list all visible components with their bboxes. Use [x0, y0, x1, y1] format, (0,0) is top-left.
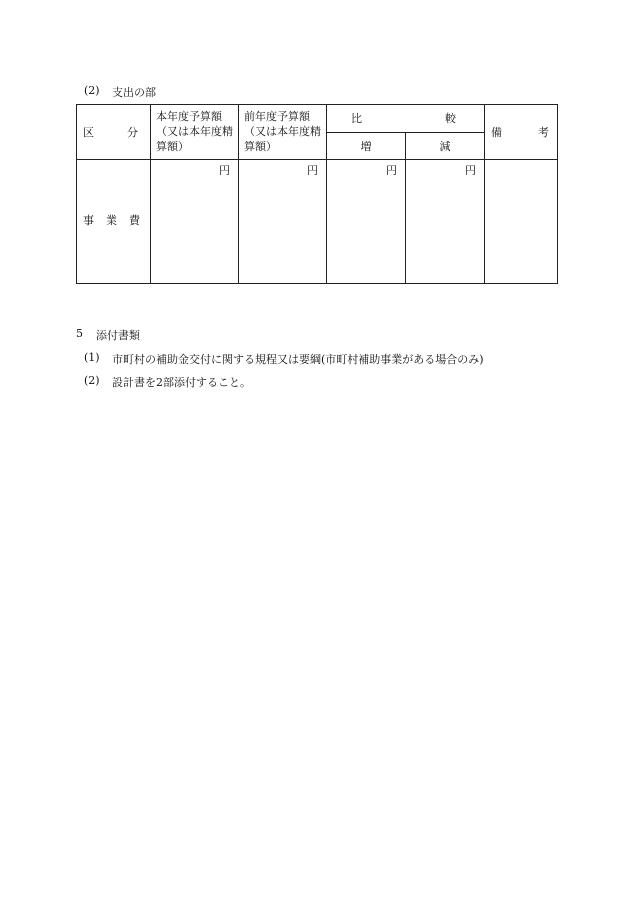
- section-2-number: (2): [84, 84, 100, 97]
- cell-gen: [406, 160, 485, 284]
- header-prev-year-budget: [239, 105, 327, 160]
- header-biko-1: 備: [491, 125, 502, 139]
- section-5-title: 添付書類: [96, 329, 140, 342]
- attachment-item-1-text: 市町村の補助金交付に関する規程又は要綱(市町村補助事業がある場合のみ): [112, 353, 484, 366]
- header-kubun-1: 区: [83, 125, 94, 139]
- header-this-year-text: 本年度予算額（又は本年度精算額）: [156, 110, 233, 153]
- row-label-2: 業: [106, 214, 117, 227]
- header-kubun: [77, 105, 151, 160]
- cell-zou: [327, 160, 406, 284]
- section-2-title: 支出の部: [112, 86, 156, 99]
- row-label-cell: [77, 160, 151, 284]
- header-biko: [485, 105, 558, 160]
- row-label-1: 事: [83, 214, 94, 227]
- header-this-year-budget: [151, 105, 239, 160]
- table-row-jigyohi: [77, 160, 558, 284]
- header-prev-year-text: 前年度予算額（又は本年度精算額）: [244, 110, 321, 153]
- table-header-row-1: [77, 105, 558, 133]
- cell-prev-year: [239, 160, 327, 284]
- unit-yen-zou: 円: [386, 164, 397, 177]
- unit-yen-prev: 円: [307, 164, 318, 177]
- header-kubun-2: 分: [127, 125, 138, 139]
- row-label-3: 費: [129, 214, 140, 227]
- header-hikaku-1: 比: [351, 112, 362, 125]
- unit-yen-gen: 円: [465, 164, 476, 177]
- cell-biko: [485, 160, 558, 284]
- header-hikaku: [327, 105, 485, 133]
- attachment-item-2-number: (2): [84, 374, 100, 387]
- attachment-item-1-number: (1): [84, 351, 100, 364]
- header-biko-2: 考: [538, 125, 549, 139]
- header-gen: 減: [406, 133, 485, 160]
- cell-this-year: [151, 160, 239, 284]
- attachment-item-2-text: 設計書を2部添付すること。: [112, 376, 251, 389]
- expenditure-table: [76, 104, 558, 284]
- header-hikaku-2: 較: [445, 112, 456, 125]
- header-zou: 増: [327, 133, 406, 160]
- section-5-number: 5: [76, 327, 83, 340]
- unit-yen-this: 円: [219, 164, 230, 177]
